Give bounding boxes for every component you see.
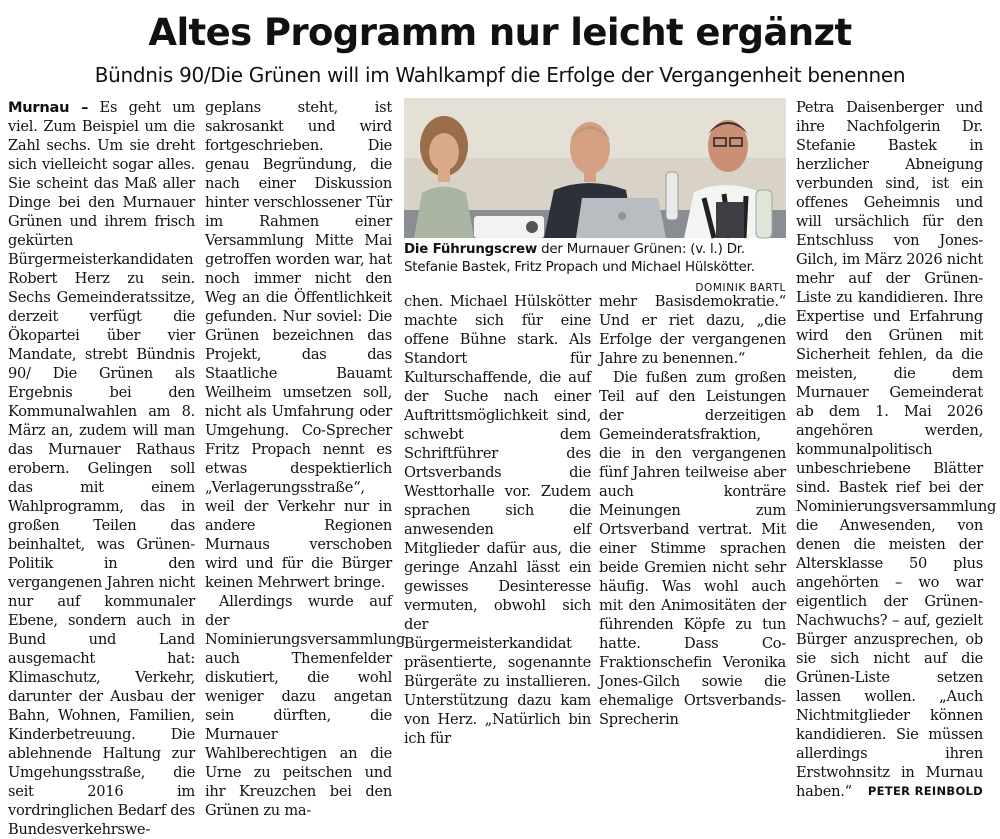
column-3-text: chen. Michael Hülskötter machte sich für eine offene Bühne stark. Als Standort für Kulturschaffende, die auf der Suche nach einer Auftrittsmöglichkeit sind, schwebt dem Schriftführer des Ortsverbands die Westtorhalle vor. Zudem sprachen sich die anwesenden elf Mitglieder dafür aus, die geringe Anzahl lässt ein gewisses Desinteresse vermuten, obwohl sich der Bürgermeisterkandidat präsentierte, sogenannte Bürgeräte zu installieren. Unterstützung dazu kam von Herz. „Natürlich bin ich für xyxy=(404,293,591,747)
press-photo xyxy=(404,98,786,238)
headline: Altes Programm nur leicht ergänzt xyxy=(148,11,852,54)
column-2-paragraph-2: Allerdings wurde auf der Nominierungsversammlung xyxy=(205,593,406,648)
column-4-paragraph-1: mehr Basisdemokratie.“ Und er riet dazu, „die Erfolge der vergangenen Jahre zu benennen.“ xyxy=(599,293,786,367)
article-column-2 xyxy=(205,98,406,819)
column-2-paragraph-3: auch Themenfelder diskutiert, die wohl weniger dazu angetan sein dürften, die Murnauer Wahlberechtigen an die Urne zu peitschen und ihr Kreuzchen bei den Grünen zu ma- xyxy=(205,650,392,819)
caption-lead: Die Führungscrew xyxy=(404,242,538,257)
dateline: Murnau – xyxy=(8,99,89,116)
photo-illustration xyxy=(404,98,786,238)
article-column-3 xyxy=(404,292,591,747)
article-column-4 xyxy=(599,292,786,728)
column-2-paragraph-1: geplans steht, ist sakrosankt und wird fortgeschrieben. Die genau Begründung, die nach einer Diskussion hinter verschlossener Tür im Rahmen einer Versammlung Mitte Mai getroffen worden war, hat noch immer nicht den Weg an die Öffentlichkeit gefunden. Nur soviel: Die Grünen bezeichnen das Projekt, das das Staatliche Bauamt Weilheim umsetzen soll, nicht als Umfahrung oder Umgehung. Co-Sprecher Fritz Propach nennt es etwas despektierlich „Verlagerungsstraße“, weil der Verkehr nur in andere Regionen Murnaus verschoben wird und für die Bürger keinen Mehrwert bringe. xyxy=(205,99,392,591)
subheadline: Bündnis 90/Die Grünen will im Wahlkampf die Erfolge der Vergangenheit benennen xyxy=(94,63,906,87)
column-1-text: Es geht um viel. Zum Beispiel um die Zahl sechs. Um sie dreht sich vielleicht sogar alles. Sie scheint das Maß aller Dinge bei den Murnauer Grünen und ihrem frisch gekürten Bürgermeisterkandidaten Robert Herz zu sein. Sechs Gemeinderatssitze, derzeit verfügt die Ökopartei über vier Mandate, strebt Bündnis 90/ Die Grünen als Ergebnis bei den Kommunalwahlen am 8. März an, zudem will man das Murnauer Rathaus erobern. Gelingen soll das mit einem Wahlprogramm, das in großen Teilen das beinhaltet, was Grünen-Politik in den vergangenen Jahren nicht nur auf kommunaler Ebene, sondern auch in Bund und Land ausgemacht hat: Klimaschutz, Verkehr, darunter der Ausbau der Bahn, Wohnen, Familien, Kinderbetreuung. Die ablehnende Haltung zur Umgehungsstraße, die seit 2016 im vordringlichen Bedarf des Bundesverkehrswe- xyxy=(8,99,195,838)
author-byline: PETER REINBOLD xyxy=(867,784,983,798)
column-4-paragraph-2: Die fußen zum großen Teil auf den Leistungen der derzeitigen Gemeinderatsfraktion, die in den vergangenen fünf Jahren teilweise aber auch konträre Meinungen zum Ortsverband vertrat. Mit einer Stimme sprachen beide Gremien nicht sehr häufig. Was wohl auch mit den Animositäten der führenden Köpfe zu tun hatte. Dass Co-Fraktionschefin Veronika Jones-Gilch sowie die ehemalige Ortsverbands-Sprecherin xyxy=(599,369,786,728)
column-5-text: Petra Daisenberger und ihre Nachfolgerin Dr. Stefanie Bastek in herzlicher Abneigung verbunden sind, ist ein offenes Geheimnis und will ursächlich für den Entschluss von Jones-Gilch, im März 2026 nicht mehr auf der Grünen-Liste zu kandidieren. Ihre Expertise und Erfahrung wird den Grünen mit Sicherheit fehlen, da die meisten, die dem Murnauer Gemeinderat ab dem 1. Mai 2026 angehören werden, kommunalpolitisch unbeschriebene Blätter sind. Bastek rief bei der Nominierungsversammlung die Anwesenden, von denen die meisten der Altersklasse 50 plus angehörten – wo war eigentlich der Grünen-Nachwuchs? – auf, gezielt Bürger anzusprechen, ob sie sich nicht auf die Grünen-Liste setzen lassen wollen. „Auch Nichtmitglieder können kandidieren. Sie müssen allerdings ihren Erstwohnsitz in Murnau haben.“ xyxy=(796,99,997,800)
article-column-5 xyxy=(796,98,997,800)
article-column-1 xyxy=(8,98,195,838)
photo-caption xyxy=(404,241,786,297)
caption-text: der Murnauer Grünen: (v. l.) Dr. Stefanie Bastek, Fritz Propach und Michael Hülskötter. xyxy=(404,242,755,275)
photo-credit: DOMINIK BARTL xyxy=(695,282,786,294)
